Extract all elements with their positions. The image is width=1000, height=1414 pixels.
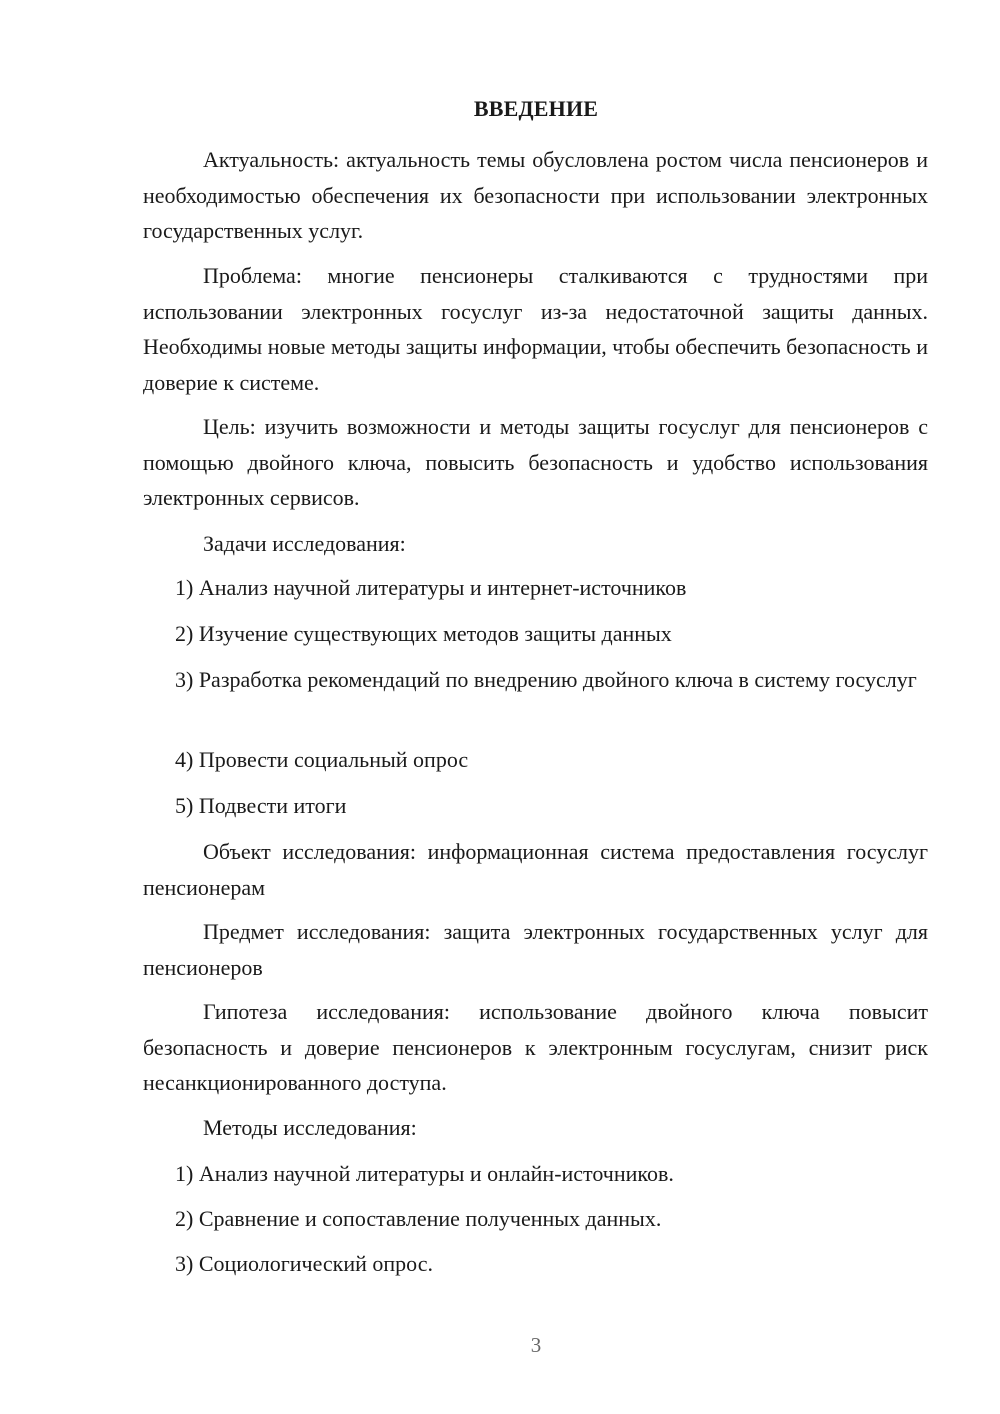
page-number: 3 [530, 1333, 542, 1357]
tasks-heading: Задачи исследования: [203, 531, 406, 556]
method-item-3: 3) Социологический опрос. [175, 1251, 433, 1276]
problem-paragraph: Проблема: многие пенсионеры сталкиваются с трудностями при использовании электронных госуслуг из-за недостаточной защиты данных. Необходимы новые методы защиты информации, чтобы обеспечить безопасность и доверие к системе. [143, 263, 928, 395]
task-item-1: 1) Анализ научной литературы и интернет-источников [175, 575, 687, 600]
method-item-1: 1) Анализ научной литературы и онлайн-источников. [175, 1161, 674, 1186]
goal-paragraph: Цель: изучить возможности и методы защиты госуслуг для пенсионеров с помощью двойного ключа, повысить безопасность и удобство использования электронных сервисов. [143, 414, 928, 510]
methods-heading: Методы исследования: [203, 1115, 417, 1140]
task-item-3: 3) Разработка рекомендаций по внедрению двойного ключа в систему госуслуг [175, 667, 917, 692]
object-paragraph: Объект исследования: информационная система предоставления госуслуг пенсионерам [143, 839, 928, 900]
task-item-2: 2) Изучение существующих методов защиты данных [175, 621, 672, 646]
page-title: ВВЕДЕНИЕ [473, 96, 599, 121]
task-item-4: 4) Провести социальный опрос [175, 747, 469, 772]
hypothesis-paragraph: Гипотеза исследования: использование двойного ключа повысит безопасность и доверие пенсионеров к электронным госуслугам, снизит риск несанкционированного доступа. [143, 999, 928, 1095]
method-item-2: 2) Сравнение и сопоставление полученных данных. [175, 1206, 662, 1231]
relevance-paragraph: Актуальность: актуальность темы обусловлена ростом числа пенсионеров и необходимостью обеспечения их безопасности при использовании электронных государственных услуг. [143, 147, 928, 243]
subject-paragraph: Предмет исследования: защита электронных государственных услуг для пенсионеров [143, 919, 928, 980]
task-item-5: 5) Подвести итоги [175, 793, 347, 818]
